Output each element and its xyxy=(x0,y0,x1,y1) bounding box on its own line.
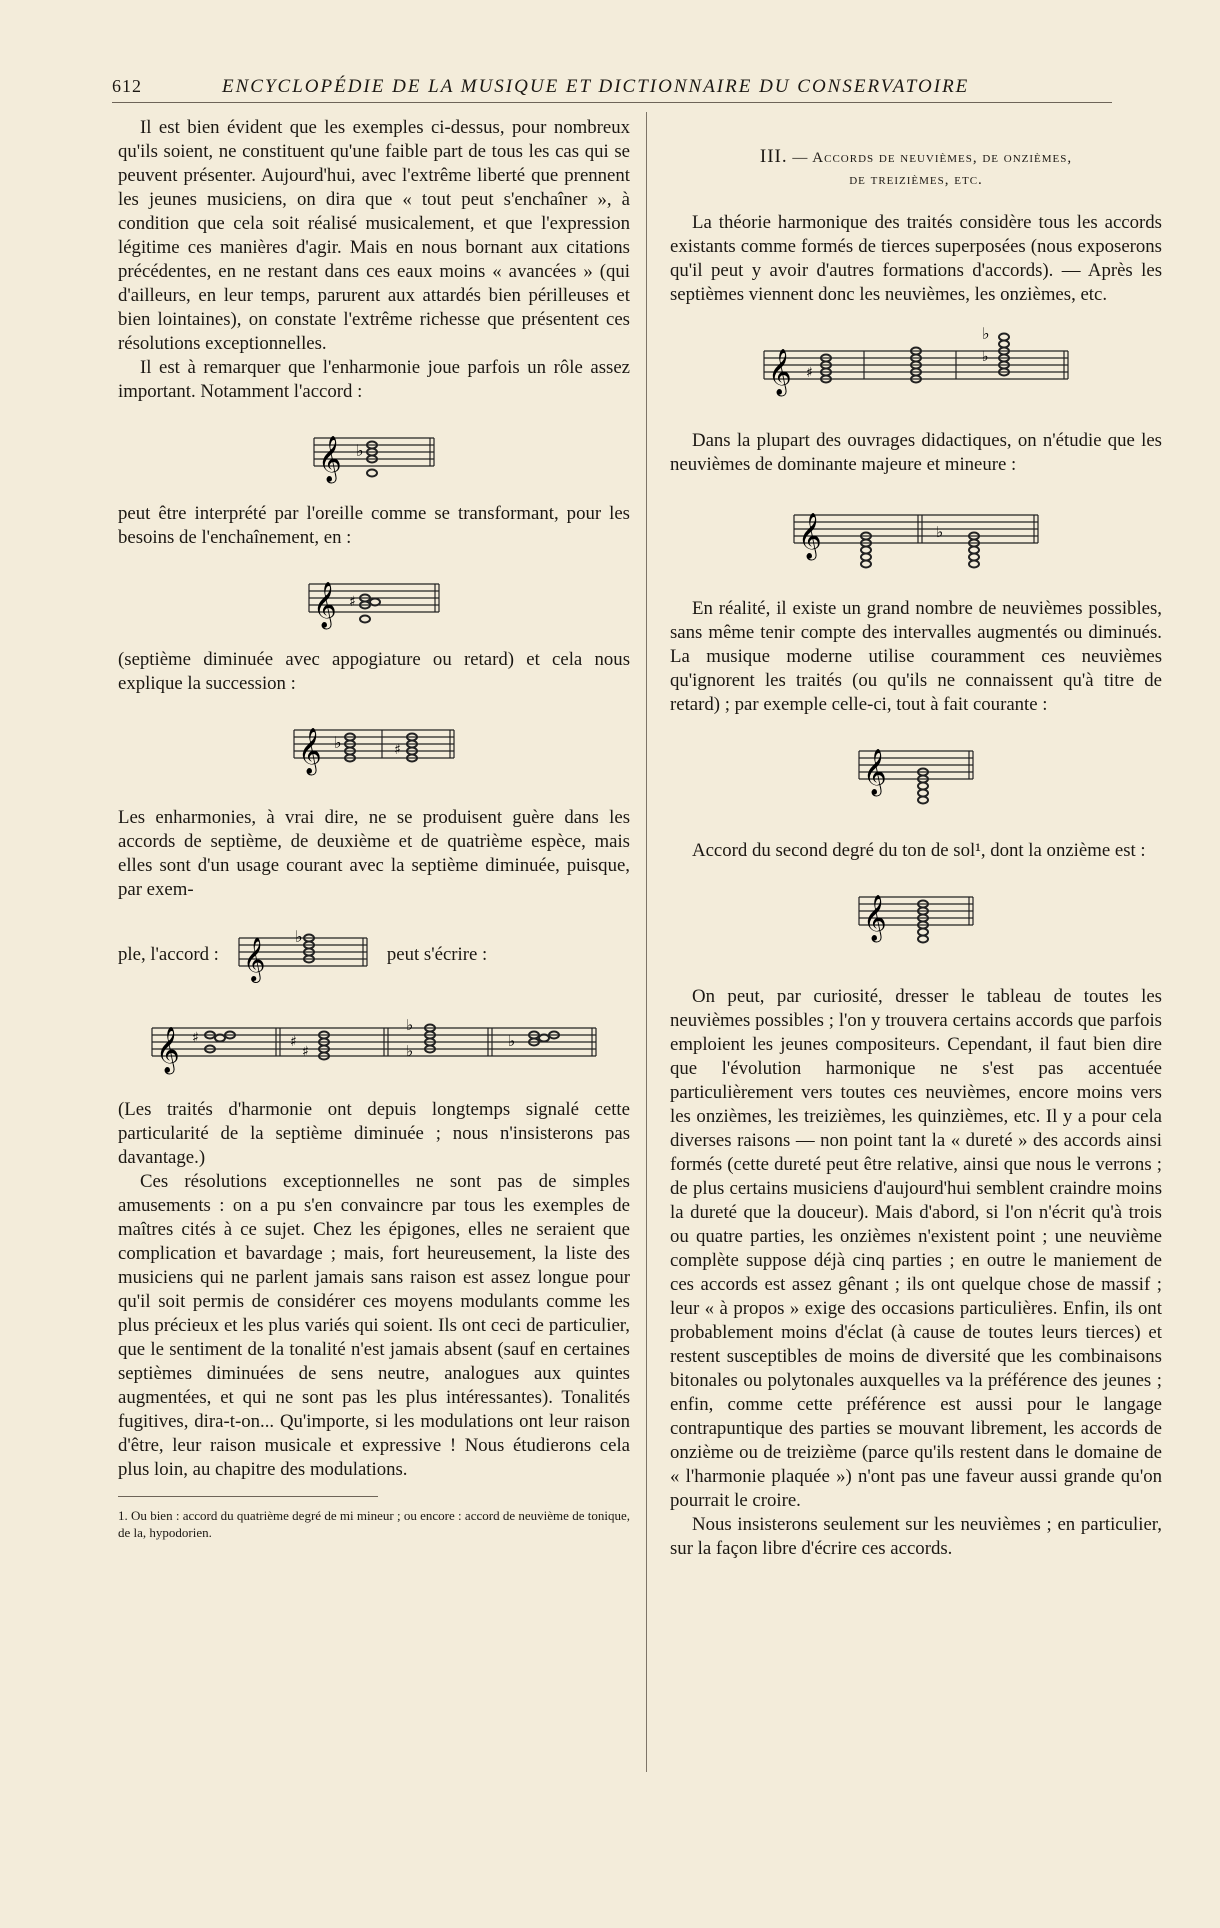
music-example-eleventh xyxy=(851,877,981,967)
music-example-inline-chord xyxy=(233,920,373,990)
right-paragraph-5: On peut, par curiosité, dresser le tableau de toutes les neuvièmes possibles ; l'on y trouvera certains accords que parfois emploient les jeunes compositeurs. Cependant, il faut bien dire que l'évolution harmonique ne s'est pas accentuée particulièrement vers toutes ces neuvièmes, encore moins vers les onzièmes, les treizièmes, les quinzièmes, etc. Il y a pour cela diverses raisons — non point tant la « dureté » des accords ainsi formés (cette dureté peut être relative, ainsi que nous le verrons ; de plus certains musiciens d'aujourd'hui semblent craindre moins la dureté que la douceur). Mais d'abord, si l'on n'écrit qu'à trois ou quatre parties, les onzièmes n'existent point ; une neuvième complète suppose déjà cinq parties ; en outre le maniement de ces accords est assez gênant ; ils ont quelque chose de massif ; leur « à propos » exige des occasions particulières. Enfin, ils ont probablement moins d'éclat (à cause de toutes leurs tierces) et restent susceptibles de moins de diversité que les combinaisons bitonales ou polytonales auxquelles va la préférence des jeunes ; enfin, comme cette préférence est aussi pour le langage contrapuntique des parties se mouvant librement, les accords de onzième ou de treizième (parce qu'ils restent dans le domaine de « l'harmonie plaquée ») n'ont pas une faveur aussi grande qu'on pourrait le croire. xyxy=(670,986,1162,1511)
svg-text:♭: ♭ xyxy=(406,1042,414,1060)
svg-text:♭: ♭ xyxy=(356,441,364,460)
music-example-chord-2 xyxy=(299,564,449,640)
svg-text:𝄞: 𝄞 xyxy=(863,895,887,941)
svg-text:♯: ♯ xyxy=(192,1030,199,1046)
running-head: ENCYCLOPÉDIE DE LA MUSIQUE ET DICTIONNAIRE DU CONSERVATOIRE xyxy=(222,76,970,97)
section-title-line-2: de treizièmes, etc. xyxy=(849,172,983,188)
left-paragraph-4: (septième diminuée avec appogiature ou retard) et cela nous explique la succession : xyxy=(118,649,630,694)
svg-text:♯: ♯ xyxy=(394,742,401,758)
svg-text:𝄞: 𝄞 xyxy=(298,728,322,774)
svg-text:♭: ♭ xyxy=(294,927,303,946)
music-example-chord-1 xyxy=(304,418,444,494)
left-paragraph-3: peut être interprété par l'oreille comme se transformant, pour les besoins de l'enchaînement, en : xyxy=(118,503,630,548)
page-number: 612 xyxy=(112,76,142,96)
left-paragraph-5b-pre: ple, l'accord : xyxy=(118,944,219,965)
svg-text:𝄞: 𝄞 xyxy=(863,749,887,795)
column-divider xyxy=(646,112,647,1772)
music-example-enharmonic-writings xyxy=(144,1006,604,1086)
music-example-current-ninth xyxy=(851,731,981,821)
svg-text:♭: ♭ xyxy=(982,349,989,365)
music-example-succession xyxy=(284,710,464,786)
svg-text:𝄞: 𝄞 xyxy=(242,937,266,981)
music-example-superposed-thirds xyxy=(756,321,1076,411)
section-heading xyxy=(670,146,1162,191)
left-paragraph-6: (Les traités d'harmonie ont depuis longtemps signalé cette particularité de la septième diminuée ; nous n'insisterons pas davantage.) xyxy=(118,1099,630,1168)
svg-text:♭: ♭ xyxy=(936,523,944,541)
right-column xyxy=(670,116,1162,1561)
svg-text:𝄞: 𝄞 xyxy=(313,582,337,628)
left-paragraph-5b-post: peut s'écrire : xyxy=(386,944,488,965)
svg-text:𝄞: 𝄞 xyxy=(768,349,792,395)
right-paragraph-4: Accord du second degré du ton de sol¹, dont la onzième est : xyxy=(692,840,1146,861)
music-example-dominant-ninths xyxy=(786,491,1046,581)
svg-text:𝄞: 𝄞 xyxy=(798,513,822,559)
section-title-line-1: — Accords de neuvièmes, de onzièmes, xyxy=(792,150,1073,166)
left-paragraph-5: Les enharmonies, à vrai dire, ne se produisent guère dans les accords de septième, de deuxième et de quatrième espèce, mais elles sont d'un usage courant avec la septième diminuée, puisque, par exem- xyxy=(118,807,630,900)
right-paragraph-3: En réalité, il existe un grand nombre de neuvièmes possibles, sans même tenir compte des intervalles augmentés ou diminués. La musique moderne utilise couramment ces neuvièmes qu'ignorent les traités (ou qu'ils ne connaissent qu'à titre de retard) ; par exemple celle-ci, tout à fait courante : xyxy=(670,598,1162,715)
svg-text:♭: ♭ xyxy=(334,733,342,752)
section-number: III. xyxy=(759,146,788,167)
svg-text:♯: ♯ xyxy=(290,1034,297,1050)
left-paragraph-7: Ces résolutions exceptionnelles ne sont pas de simples amusements : on a pu s'en convaincre par tous les exemples de maîtres cités à ce sujet. Chez les épigones, elles ne seraient que complication et bavardage ; mais, fort heureusement, la liste des musiciens qui ne parlent jamais sans raison est assez longue pour qu'il soit permis de considérer ces moyens modulants comme les plus précieux et les plus variés qui soient. Ils ont ceci de particulier, que le sentiment de la tonalité n'est jamais absent (sauf en certaines septièmes diminuées de sens neutre, analogues aux quintes augmentées, et qui ne sont pas les plus intéressantes). Tonalités fugitives, dira-t-on... Qu'importe, si les modulations ont leur raison d'être, leur raison musicale et expressive ! Nous étudierons cela plus loin, au chapitre des modulations. xyxy=(118,1171,630,1480)
inline-chord-row xyxy=(118,920,630,990)
svg-text:𝄞: 𝄞 xyxy=(318,436,342,482)
svg-text:♭: ♭ xyxy=(982,324,990,343)
svg-text:♭: ♭ xyxy=(406,1016,414,1034)
svg-text:♯: ♯ xyxy=(302,1044,309,1060)
svg-text:♯: ♯ xyxy=(806,365,813,381)
svg-text:♯: ♯ xyxy=(349,594,356,610)
left-column xyxy=(118,116,630,1541)
svg-text:♭: ♭ xyxy=(508,1032,516,1050)
left-paragraph-2: Il est à remarquer que l'enharmonie joue parfois un rôle assez important. Notamment l'accord : xyxy=(118,357,630,402)
header-rule xyxy=(112,102,1112,103)
svg-text:𝄞: 𝄞 xyxy=(156,1027,180,1073)
footnote: 1. Ou bien : accord du quatrième degré de mi mineur ; ou encore : accord de neuvième de tonique, de la, hypodorien. xyxy=(118,1508,630,1540)
footnote-rule xyxy=(118,1496,378,1497)
left-paragraph-1: Il est bien évident que les exemples ci-dessus, pour nombreux qu'ils soient, ne constituent qu'une faible part de tous les cas qui se peuvent présenter. Aujourd'hui, avec l'extrême liberté que prennent les jeunes musiciens, on dira que « tout peut s'enchaîner », à condition que cela soit réalisé musicalement, et que l'expression légitime ces manières d'agir. Mais en nous bornant aux citations précédentes, en ne restant dans ces eaux moins « avancées » (qui d'ailleurs, en leur temps, parurent aux attardés bien périlleuses et bien lointaines), on constate l'extrême richesse que présentent ces résolutions exceptionnelles. xyxy=(118,117,630,354)
right-paragraph-2: Dans la plupart des ouvrages didactiques, on n'étudie que les neuvièmes de dominante majeure et mineure : xyxy=(670,430,1162,475)
right-paragraph-1: La théorie harmonique des traités considère tous les accords existants comme formés de tierces superposées (nous exposerons qu'il peut y avoir d'autres formations d'accords). — Après les septièmes viennent donc les neuvièmes, les onzièmes, etc. xyxy=(670,212,1162,305)
right-paragraph-6: Nous insisterons seulement sur les neuvièmes ; en particulier, sur la façon libre d'écrire ces accords. xyxy=(670,1514,1162,1559)
